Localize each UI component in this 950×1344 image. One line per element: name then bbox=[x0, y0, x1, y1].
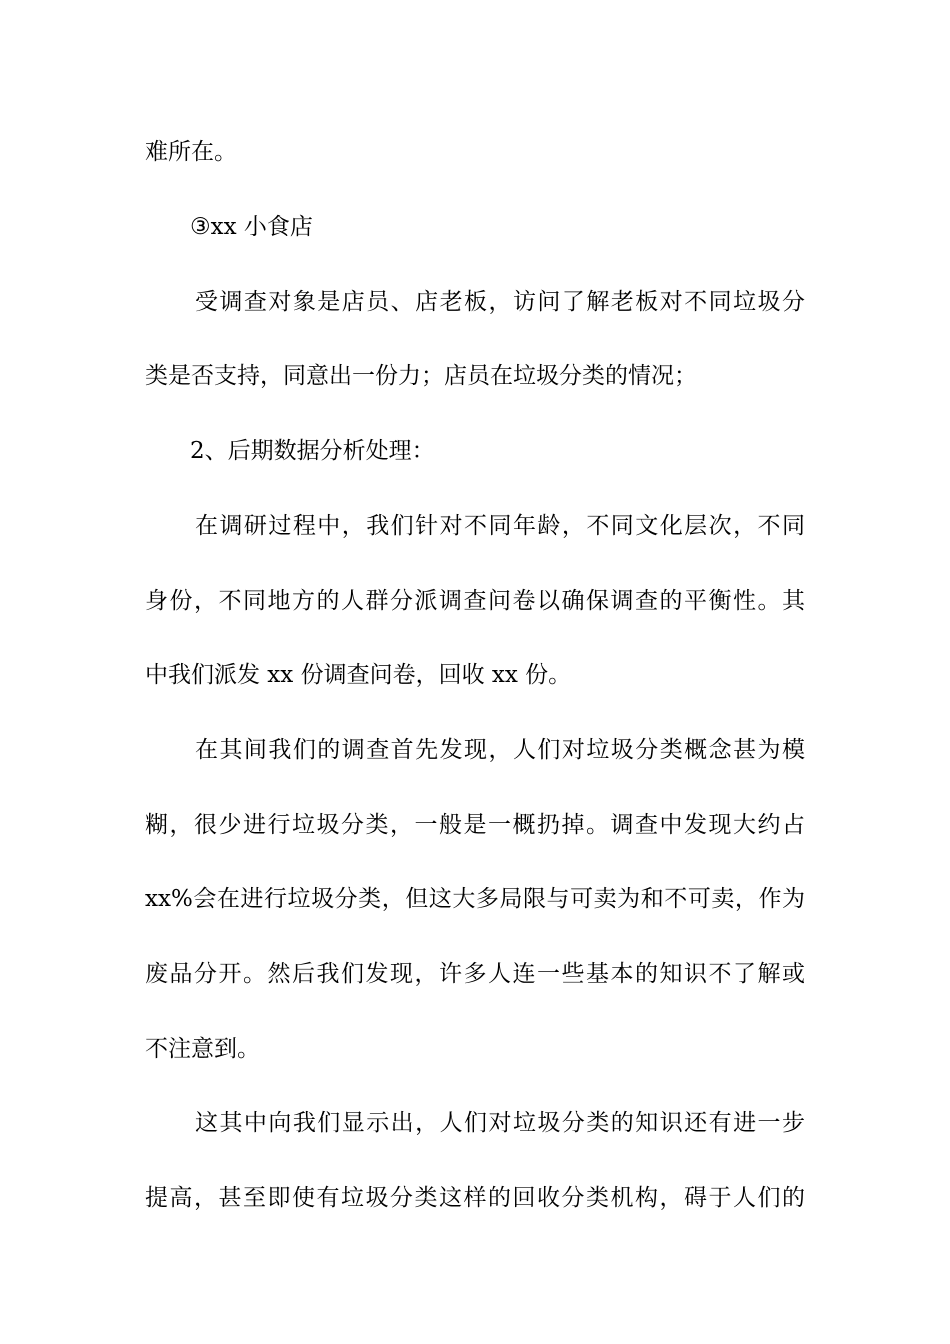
section-heading: 2、后期数据分析处理： bbox=[190, 438, 435, 464]
text-line: 提高，甚至即使有垃圾分类这样的回收分类机构，碍于人们的 bbox=[145, 1185, 805, 1211]
text-line: xx%会在进行垃圾分类，但这大多局限与可卖为和不可卖，作为 bbox=[145, 886, 805, 912]
text-line: 受调查对象是店员、店老板，访问了解老板对不同垃圾分 bbox=[195, 289, 805, 315]
text-line: 身份，不同地方的人群分派调查问卷以确保调查的平衡性。其 bbox=[145, 588, 805, 614]
text-line: 中我们派发 xx 份调查问卷，回收 xx 份。 bbox=[145, 662, 572, 688]
text-line: 类是否支持，同意出一份力；店员在垃圾分类的情况； bbox=[145, 363, 697, 389]
section-heading: ③xx 小食店 bbox=[190, 214, 313, 240]
text-line: 糊，很少进行垃圾分类，一般是一概扔掉。调查中发现大约占 bbox=[145, 812, 805, 838]
text-line: 在调研过程中，我们针对不同年龄，不同文化层次，不同 bbox=[195, 513, 805, 539]
text-line: 废品分开。然后我们发现，许多人连一些基本的知识不了解或 bbox=[145, 961, 805, 987]
text-line: 在其间我们的调查首先发现，人们对垃圾分类概念甚为模 bbox=[195, 737, 805, 763]
text-line: 难所在。 bbox=[145, 139, 237, 165]
text-line: 这其中向我们显示出，人们对垃圾分类的知识还有进一步 bbox=[195, 1110, 805, 1136]
text-line: 不注意到。 bbox=[145, 1036, 260, 1062]
